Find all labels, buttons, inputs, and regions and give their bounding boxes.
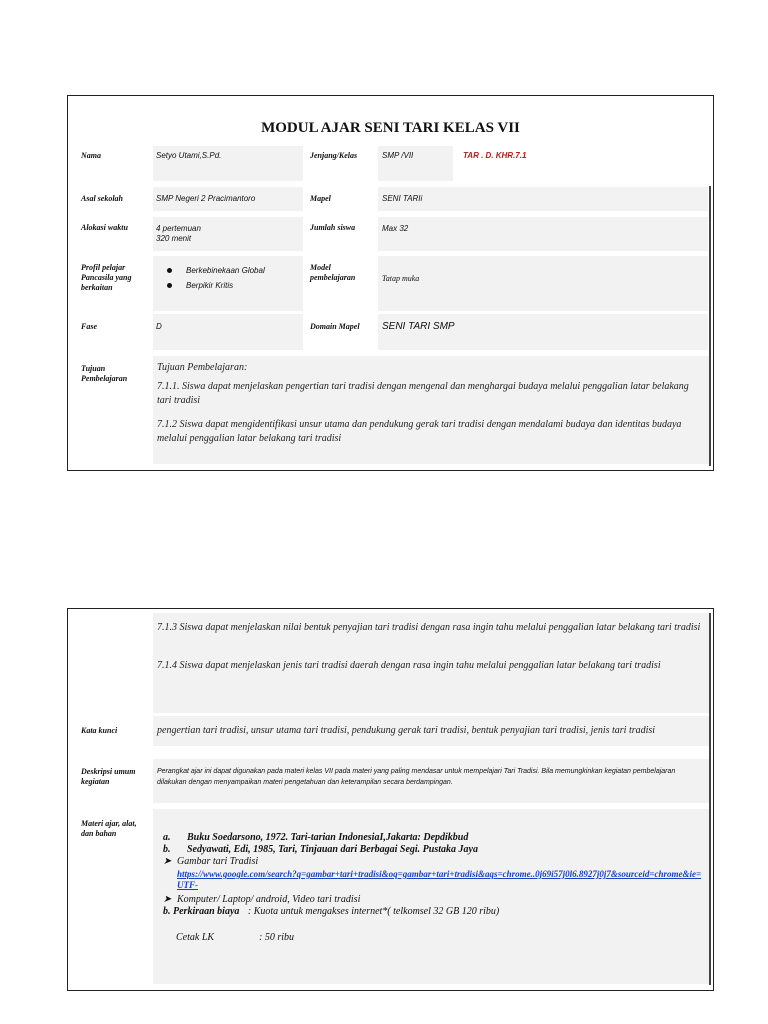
materi-b-marker: b. — [163, 844, 171, 855]
jenjang-label: Jenjang/Kelas — [310, 151, 358, 160]
right-rule — [709, 613, 711, 985]
cetak-row — [176, 932, 294, 944]
fase-value: D — [156, 322, 162, 331]
profil-item-2 — [167, 281, 233, 291]
alokasi-label: Alokasi waktu — [81, 223, 128, 232]
model-label: Model pembelajaran — [310, 263, 356, 282]
materi-cell — [153, 809, 710, 984]
materi-item-b — [163, 844, 478, 856]
alokasi-value-1: 4 pertemuan — [156, 224, 201, 233]
asal-value: SMP Negeri 2 Pracimantoro — [156, 194, 256, 203]
curriculum-code: TAR . D. KHR.7.1 — [463, 151, 527, 160]
bullet-icon — [167, 283, 172, 288]
page-title: MODUL AJAR SENI TARI KELAS VII — [261, 120, 520, 136]
right-rule — [709, 186, 711, 466]
tujuan-item-1: 7.1.1. Siswa dapat menjelaskan pengertian tari tradisi dengan mengenal dan menghargai budaya melalui penggalian latar belakang tari tradisi — [157, 381, 689, 406]
alokasi-value-2: 320 menit — [156, 234, 192, 243]
deskripsi-value: Perangkat ajar ini dapat digunakan pada materi kelas VII pada materi yang paling mendasar untuk mempelajari Tari Tradisi. Bila memungkinkan kegiatan pembelajaran dilakukan dengan menyampaikan materi pengetahuan dan keterampilan secara berdampingan. — [157, 768, 676, 786]
tujuan-cell — [153, 356, 710, 464]
profil-item-2-text: Berpikir Kritis — [186, 281, 234, 290]
tujuan-item-3: 7.1.3 Siswa dapat menjelaskan nilai bentuk penyajian tari tradisi dengan rasa ingin tahu melalui penggalian latar belakang tari tradisi — [157, 622, 701, 633]
materi-komputer — [163, 894, 360, 906]
jenjang-value: SMP /VII — [382, 151, 414, 160]
perkiraan-label: b. Perkiraan biaya — [163, 906, 240, 917]
profil-cell — [153, 256, 303, 311]
cetak-value: : 50 ribu — [259, 932, 294, 943]
cetak-label: Cetak LK — [176, 932, 215, 943]
mapel-value: SENI TARIi — [382, 194, 423, 203]
domain-value: SENI TARI SMP — [382, 321, 455, 332]
domain-label: Domain Mapel — [310, 322, 360, 331]
jumlah-value: Max 32 — [382, 224, 409, 233]
deskripsi-cell — [153, 759, 710, 803]
perkiraan-row — [163, 906, 499, 918]
tujuan-item-2: 7.1.2 Siswa dapat mengidentifikasi unsur utama dan pendukung gerak tari tradisi dengan mendalami budaya dan identitas budaya melalui penggalian latar belakang tari tradisi — [157, 419, 682, 444]
komputer-text: Komputer/ Laptop/ android, Video tari tradisi — [177, 894, 361, 905]
profil-item-1 — [167, 266, 265, 276]
tujuan-label: Tujuan Pembelajaran — [81, 364, 128, 383]
kata-cell — [153, 716, 710, 746]
materi-b-text: Sedyawati, Edi, 1985, Tari, Tinjauan dari Berbagai Segi. Pustaka Jaya — [187, 844, 478, 855]
document-page-2 — [67, 608, 714, 991]
jenjang-cell — [378, 146, 453, 181]
asal-cell — [153, 187, 303, 211]
jumlah-cell — [378, 217, 708, 251]
asal-label: Asal sekolah — [81, 194, 124, 203]
deskripsi-label: Deskripsi umum kegiatan — [81, 767, 136, 786]
materi-label: Materi ajar, alat, dan bahan — [81, 819, 137, 838]
domain-cell — [378, 314, 708, 350]
materi-item-a — [163, 832, 468, 844]
gambar-link[interactable]: https://www.google.com/search?q=gambar+tari+tradisi&oq=gambar+tari+tradisi&aqs=chrome..0j69i57j0l6.8927j0j7&sourceid=chrome&ie=UTF- — [177, 869, 702, 890]
kata-value: pengertian tari tradisi, unsur utama tari tradisi, pendukung gerak tari tradisi, bentuk penyajian tari tradisi, jenis tari tradisi — [157, 725, 656, 736]
profil-label: Profil pelajar Pancasila yang berkaitan — [81, 263, 132, 292]
arrow-icon: ➤ — [163, 856, 172, 867]
fase-label: Fase — [81, 322, 97, 331]
tujuan-heading: Tujuan Pembelajaran: — [157, 362, 248, 373]
gambar-text: Gambar tari Tradisi — [177, 856, 259, 867]
nama-value: Setyo Utami,S.Pd. — [156, 151, 222, 160]
materi-gambar — [163, 856, 258, 868]
model-value: Tatap muka — [382, 274, 420, 283]
bullet-icon — [167, 268, 172, 273]
nama-cell — [153, 146, 303, 181]
nama-label: Nama — [81, 151, 101, 160]
profil-item-1-text: Berkebinekaan Global — [186, 266, 265, 275]
jumlah-label: Jumlah siswa — [310, 223, 356, 232]
kata-label: Kata kunci — [81, 726, 118, 735]
mapel-label: Mapel — [310, 194, 331, 203]
perkiraan-value: : Kuota untuk mengakses internet*( telkomsel 32 GB 120 ribu) — [247, 906, 500, 917]
tujuan-item-4: 7.1.4 Siswa dapat menjelaskan jenis tari tradisi daerah dengan rasa ingin tahu melalui penggalian latar belakang tari tradisi — [157, 660, 661, 671]
arrow-icon: ➤ — [163, 894, 172, 905]
mapel-cell — [378, 187, 708, 211]
tujuan-cont-cell — [153, 613, 710, 713]
materi-a-marker: a. — [163, 832, 171, 843]
document-page-1 — [67, 95, 714, 471]
fase-cell — [153, 314, 303, 350]
alokasi-cell — [153, 217, 303, 251]
materi-a-text: Buku Soedarsono, 1972. Tari-tarian IndonesiaI,Jakarta: Depdikbud — [187, 832, 469, 843]
model-cell — [378, 256, 708, 311]
